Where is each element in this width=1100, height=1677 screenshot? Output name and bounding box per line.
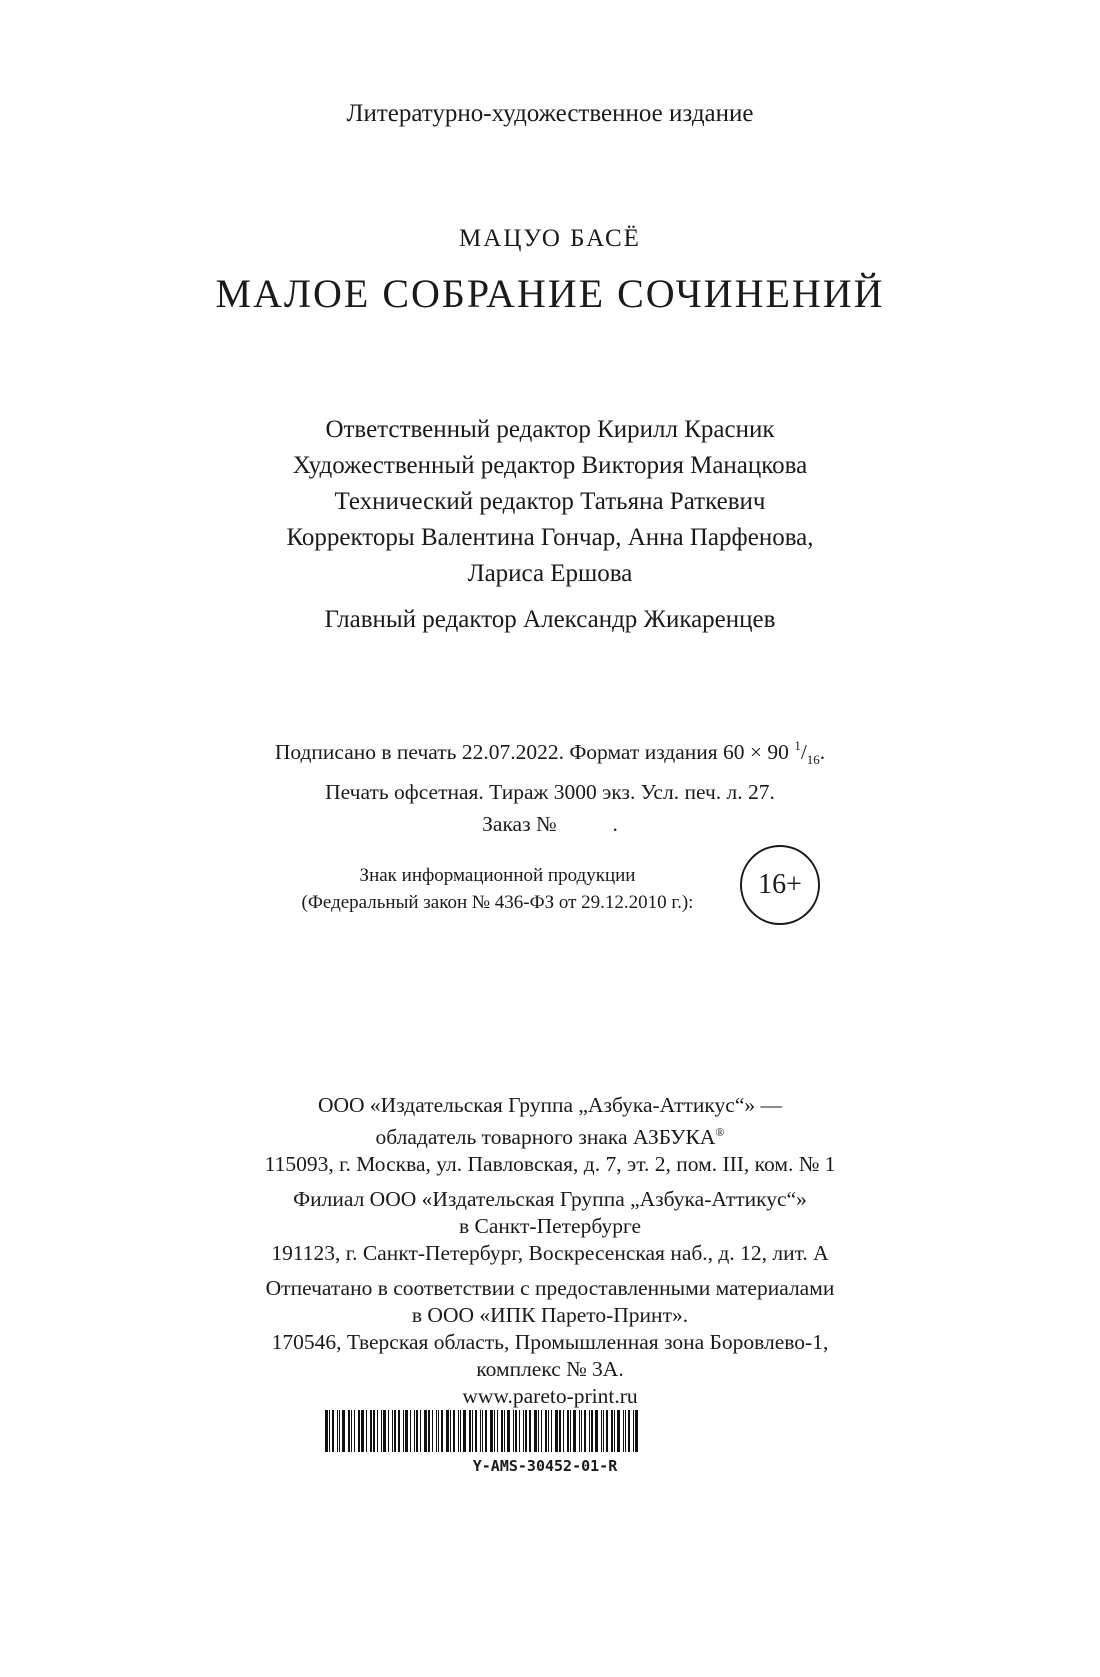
barcode-bar — [416, 1410, 418, 1452]
barcode-bar — [458, 1410, 459, 1452]
barcode-bar — [633, 1410, 634, 1452]
barcode-bar — [551, 1410, 552, 1452]
registered-mark: ® — [715, 1125, 725, 1139]
barcode-bar — [628, 1410, 630, 1452]
barcode-bar — [383, 1410, 386, 1452]
barcode-bar — [388, 1410, 389, 1452]
barcode-bar — [410, 1410, 411, 1452]
barcode-bar — [581, 1410, 582, 1452]
barcode-bar — [611, 1410, 613, 1452]
printer-name: в ООО «ИПК Парето-Принт». — [411, 1303, 689, 1328]
author-name: МАЦУО БАСЁ — [459, 225, 641, 252]
publisher-name: ООО «Издательская Группа „Азбука-Аттикус“» — — [317, 1093, 783, 1117]
barcode-bar — [614, 1410, 615, 1452]
branch-city: в Санкт-Петербурге — [458, 1214, 642, 1239]
barcode-bar — [463, 1410, 466, 1452]
barcode-bar — [337, 1410, 338, 1452]
barcode-bar — [446, 1410, 449, 1452]
barcode-bar — [358, 1410, 360, 1452]
barcode-bar — [548, 1410, 549, 1452]
barcode-bar — [428, 1410, 430, 1452]
chief-editor: Главный редактор Александр Жикаренцев — [324, 606, 776, 633]
barcode-label: Y-AMS-30452-01-R — [472, 1457, 618, 1475]
trademark-owner: обладатель товарного знака АЗБУКА® — [375, 1125, 725, 1150]
barcode-bar — [354, 1410, 355, 1452]
branch-name: Филиал ООО «Издательская Группа „Азбука-Аттикус“» — [293, 1187, 807, 1212]
order-number: Заказ № . — [482, 812, 618, 836]
barcode-bar — [601, 1410, 602, 1452]
barcode-bar — [438, 1410, 439, 1452]
art-editor: Художественный редактор Виктория Манацкова — [292, 452, 808, 479]
barcode-bar — [453, 1410, 455, 1452]
barcode-bar — [563, 1410, 564, 1452]
barcode-bar — [589, 1410, 590, 1452]
barcode-bar — [332, 1410, 334, 1452]
barcode — [325, 1410, 765, 1452]
age-rating-notice: Знак информационной продукции (Федеральный закон № 436-ФЗ от 29.12.2010 г.): — [301, 865, 694, 913]
printer-website: www.pareto-print.ru — [462, 1384, 638, 1409]
barcode-bar — [538, 1410, 539, 1452]
barcode-bar — [523, 1410, 524, 1452]
barcode-bar — [480, 1410, 481, 1452]
branch-address: 191123, г. Санкт-Петербург, Воскресенская наб., д. 12, лит. А — [271, 1241, 829, 1266]
barcode-bar — [494, 1410, 495, 1452]
barcode-bar — [485, 1410, 487, 1452]
barcode-bar — [472, 1410, 473, 1452]
barcode-bar — [603, 1410, 604, 1452]
barcode-bar — [441, 1410, 443, 1452]
barcode-bar — [325, 1410, 328, 1452]
editorial-credits — [0, 412, 1100, 638]
barcode-bar — [555, 1410, 558, 1452]
print-details — [0, 730, 1100, 840]
barcode-bar — [490, 1410, 493, 1452]
barcode-bar — [579, 1410, 580, 1452]
barcode-bar — [373, 1410, 375, 1452]
barcode-bar — [475, 1410, 477, 1452]
barcode-bar — [398, 1410, 400, 1452]
barcode-bar — [529, 1410, 531, 1452]
proofreaders-line1: Корректоры Валентина Гончар, Анна Парфенова, — [286, 524, 814, 551]
barcode-bar — [584, 1410, 586, 1452]
barcode-bar — [515, 1410, 517, 1452]
signed-to-print: Подписано в печать 22.07.2022. Формат издания 60 × 90 $^1/_{16}$. — [274, 738, 826, 767]
barcode-bar — [625, 1410, 626, 1452]
barcode-bar — [623, 1410, 624, 1452]
edition-type: Литературно-художественное издание — [346, 100, 754, 127]
printer-complex: комплекс № 3А. — [476, 1357, 624, 1382]
proofreaders-line2: Лариса Ершова — [467, 560, 633, 587]
publisher-info — [0, 1092, 1100, 1410]
barcode-bar — [351, 1410, 352, 1452]
barcode-bar — [501, 1410, 503, 1452]
barcode-bar — [361, 1410, 364, 1452]
barcode-bar — [545, 1410, 547, 1452]
barcode-bar — [339, 1410, 340, 1452]
barcode-bar — [573, 1410, 576, 1452]
printer-address: 170546, Тверская область, Промышленная зона Боровлево-1, — [271, 1330, 829, 1355]
barcode-bar — [525, 1410, 527, 1452]
barcode-bar — [570, 1410, 571, 1452]
barcode-bar — [403, 1410, 404, 1452]
barcode-bar — [329, 1410, 330, 1452]
barcode-bar — [414, 1410, 415, 1452]
barcode-bar — [405, 1410, 408, 1452]
print-run: Печать офсетная. Тираж 3000 экз. Усл. печ. л. 27. — [325, 780, 775, 804]
format-fraction-numerator: 1 — [794, 738, 801, 753]
barcode-bar — [342, 1410, 345, 1452]
barcode-bar — [450, 1410, 451, 1452]
barcode-bar — [469, 1410, 471, 1452]
barcode-bar — [460, 1410, 461, 1452]
barcode-bar — [504, 1410, 505, 1452]
barcode-bar — [392, 1410, 393, 1452]
barcode-bar — [381, 1410, 382, 1452]
barcode-bar — [606, 1410, 608, 1452]
barcode-bar — [595, 1410, 598, 1452]
barcode-bar — [366, 1410, 367, 1452]
format-fraction-denominator: 16 — [806, 752, 820, 767]
barcode-bar — [513, 1410, 514, 1452]
barcode-bar — [617, 1410, 620, 1452]
barcode-bar — [394, 1410, 396, 1452]
barcode-bar — [420, 1410, 421, 1452]
barcode-bar — [482, 1410, 483, 1452]
barcode-bar — [507, 1410, 510, 1452]
publisher-address: 115093, г. Москва, ул. Павловская, д. 7, эт. 2, пом. III, ком. № 1 — [264, 1152, 836, 1177]
barcode-bar — [519, 1410, 520, 1452]
book-title: МАЛОЕ СОБРАНИЕ СОЧИНЕНИЙ — [215, 271, 885, 316]
barcode-bar — [424, 1410, 427, 1452]
format-fraction-slash: / — [800, 740, 807, 764]
barcode-bar — [591, 1410, 593, 1452]
barcode-bar — [567, 1410, 569, 1452]
barcode-bar — [377, 1410, 378, 1452]
barcode-bar — [348, 1410, 350, 1452]
barcode-bar — [534, 1410, 537, 1452]
barcode-bar — [432, 1410, 433, 1452]
executive-editor: Ответственный редактор Кирилл Красник — [325, 416, 775, 443]
barcode-bar — [497, 1410, 498, 1452]
printer-note: Отпечатано в соответствии с предоставленными материалами — [265, 1276, 835, 1301]
barcode-bar — [559, 1410, 561, 1452]
barcode-bar — [370, 1410, 372, 1452]
age-rating-badge: 16+ — [740, 845, 820, 925]
technical-editor: Технический редактор Татьяна Раткевич — [334, 488, 766, 515]
barcode-bar — [635, 1410, 638, 1452]
barcode-bar — [541, 1410, 542, 1452]
barcode-bar — [436, 1410, 437, 1452]
